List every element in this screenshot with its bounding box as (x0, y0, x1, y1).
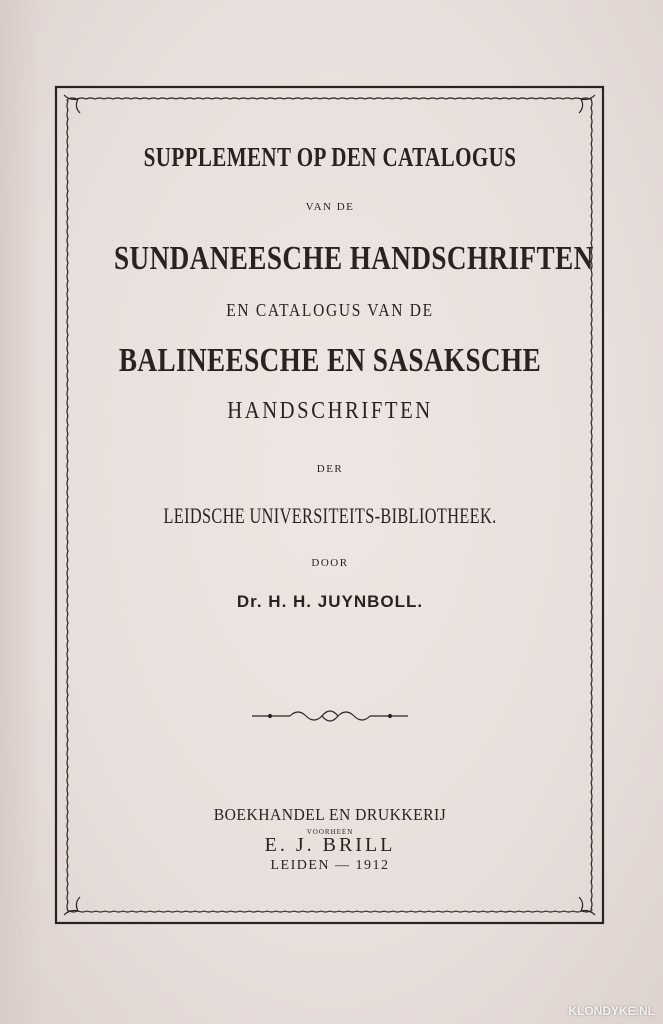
title-line-supplement: SUPPLEMENT OP DEN CATALOGUS (143, 142, 517, 172)
title-line-van-de: VAN DE (305, 201, 355, 213)
publisher-line: BOEKHANDEL EN DRUKKERIJ (213, 805, 447, 824)
title-line-sundaneesche: SUNDANEESCHE HANDSCHRIFTEN (114, 240, 594, 277)
author-name: Dr. H. H. JUYNBOLL. (236, 592, 424, 611)
ornament-divider-icon (250, 706, 410, 726)
place-and-year: LEIDEN — 1912 (270, 858, 390, 873)
title-line-door: DOOR (311, 557, 349, 569)
title-line-handschriften: HANDSCHRIFTEN (227, 398, 433, 424)
title-line-balineesche: BALINEESCHE EN SASAKSCHE (118, 342, 542, 379)
watermark-logo: KLONDYKE.NL (568, 1004, 655, 1018)
title-line-en-catalogus: EN CATALOGUS VAN DE (226, 300, 434, 320)
title-line-der: DER (316, 463, 344, 475)
publisher-voorheen: VOORHEEN (306, 828, 354, 836)
publisher-name: E. J. BRILL (264, 834, 396, 856)
title-line-leidsche: LEIDSCHE UNIVERSITEITS-BIBLIOTHEEK. (163, 503, 497, 528)
